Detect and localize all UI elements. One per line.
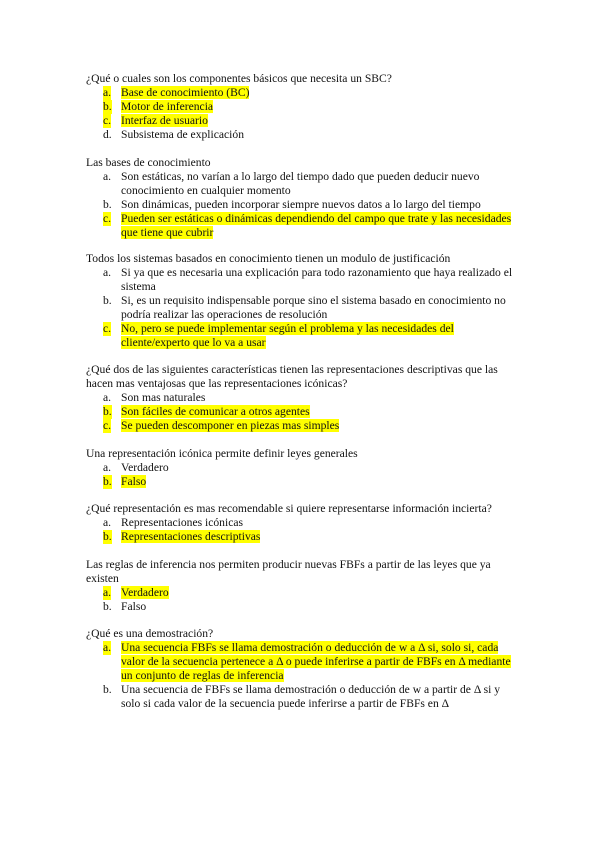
option-letter: a.	[103, 516, 112, 529]
option-letter: b.	[103, 198, 112, 211]
options-list	[86, 86, 516, 142]
question-text: Todos los sistemas basados en conocimiento tienen un modulo de justificación	[86, 252, 451, 265]
question-3	[86, 252, 516, 350]
option-letter: b.	[103, 475, 112, 488]
question-8	[86, 627, 516, 711]
option-letter: b.	[103, 600, 112, 613]
option-item	[86, 294, 516, 322]
option-letter: b.	[103, 294, 112, 307]
question-text: Una representación icónica permite definir leyes generales	[86, 447, 358, 460]
option-letter: c.	[103, 419, 112, 432]
question-text: ¿Qué representación es mas recomendable si quiere representarse información incierta?	[86, 502, 492, 515]
option-letter: b.	[103, 683, 112, 696]
option-text: Son fáciles de comunicar a otros agentes	[121, 405, 310, 418]
option-text: No, pero se puede implementar según el problema y las necesidades del cliente/experto que lo va a usar	[121, 322, 454, 349]
option-letter: c.	[103, 212, 112, 225]
option-text: Son dinámicas, pueden incorporar siempre nuevos datos a lo largo del tiempo	[121, 198, 481, 211]
option-text: Verdadero	[121, 461, 169, 474]
option-item	[86, 266, 516, 294]
option-text: Son estáticas, no varían a lo largo del tiempo dado que pueden deducir nuevo conocimiento en cualquier momento	[121, 170, 480, 197]
options-list	[86, 266, 516, 350]
option-item	[86, 198, 516, 212]
option-item	[86, 600, 516, 614]
option-item	[86, 683, 516, 711]
option-text: Base de conocimiento (BC)	[121, 86, 250, 99]
option-item	[86, 419, 516, 433]
option-item	[86, 405, 516, 419]
options-list	[86, 391, 516, 433]
option-text: Falso	[121, 475, 147, 488]
option-text: Una secuencia de FBFs se llama demostración o deducción de w a partir de Δ si y solo si cada valor de la secuencia puede inferirse a partir de FBFs en Δ	[121, 683, 500, 710]
option-letter: b.	[103, 405, 112, 418]
option-text: Representaciones descriptivas	[121, 530, 261, 543]
option-letter: a.	[103, 86, 112, 99]
question-text: Las bases de conocimiento	[86, 156, 211, 169]
option-item	[86, 100, 516, 114]
option-letter: a.	[103, 641, 112, 654]
question-5	[86, 447, 516, 489]
question-7	[86, 558, 516, 614]
option-letter: a.	[103, 170, 112, 183]
option-item	[86, 170, 516, 198]
question-1	[86, 72, 516, 142]
option-text: Si ya que es necesaria una explicación para todo razonamiento que haya realizado el sistema	[121, 266, 513, 293]
option-letter: c.	[103, 114, 112, 127]
option-item	[86, 641, 516, 683]
option-letter: a.	[103, 266, 112, 279]
option-item	[86, 86, 516, 100]
option-item	[86, 391, 516, 405]
option-item	[86, 475, 516, 489]
options-list	[86, 170, 516, 240]
option-item	[86, 461, 516, 475]
option-item	[86, 114, 516, 128]
option-text: Interfaz de usuario	[121, 114, 208, 127]
option-letter: d.	[103, 128, 112, 141]
options-list	[86, 641, 516, 711]
option-text: Representaciones icónicas	[121, 516, 244, 529]
option-text: Falso	[121, 600, 147, 613]
option-text: Se pueden descomponer en piezas mas simples	[121, 419, 340, 432]
option-item	[86, 516, 516, 530]
question-4	[86, 363, 516, 433]
option-text: Si, es un requisito indispensable porque sino el sistema basado en conocimiento no podría realizar las operaciones de resolución	[121, 294, 506, 321]
option-item	[86, 212, 516, 240]
options-list	[86, 461, 516, 489]
question-text: ¿Qué es una demostración?	[86, 627, 214, 640]
options-list	[86, 586, 516, 614]
option-text: Pueden ser estáticas o dinámicas dependiendo del campo que trate y las necesidades que tiene que cubrir	[121, 212, 512, 239]
option-text: Una secuencia FBFs se llama demostración o deducción de w a Δ si, solo si, cada valor de la secuencia pertenece a Δ o puede inferirse a partir de FBFs en Δ mediante un conjunto de reglas de inferencia	[121, 641, 511, 682]
option-letter: b.	[103, 100, 112, 113]
option-letter: c.	[103, 322, 112, 335]
question-2	[86, 156, 516, 240]
options-list	[86, 516, 516, 544]
option-letter: b.	[103, 530, 112, 543]
option-text: Motor de inferencia	[121, 100, 214, 113]
question-text: Las reglas de inferencia nos permiten producir nuevas FBFs a partir de las leyes que ya existen	[86, 558, 491, 585]
option-item	[86, 586, 516, 600]
option-text: Son mas naturales	[121, 391, 206, 404]
question-text: ¿Qué dos de las siguientes características tienen las representaciones descriptivas que las hacen mas ventajosas que las representaciones icónicas?	[86, 363, 498, 390]
option-item	[86, 128, 516, 142]
option-text: Subsistema de explicación	[121, 128, 244, 141]
option-letter: a.	[103, 586, 112, 599]
option-item	[86, 322, 516, 350]
option-letter: a.	[103, 391, 112, 404]
option-letter: a.	[103, 461, 112, 474]
option-text: Verdadero	[121, 586, 169, 599]
question-text: ¿Qué o cuales son los componentes básicos que necesita un SBC?	[86, 72, 392, 85]
question-6	[86, 502, 516, 544]
option-item	[86, 530, 516, 544]
